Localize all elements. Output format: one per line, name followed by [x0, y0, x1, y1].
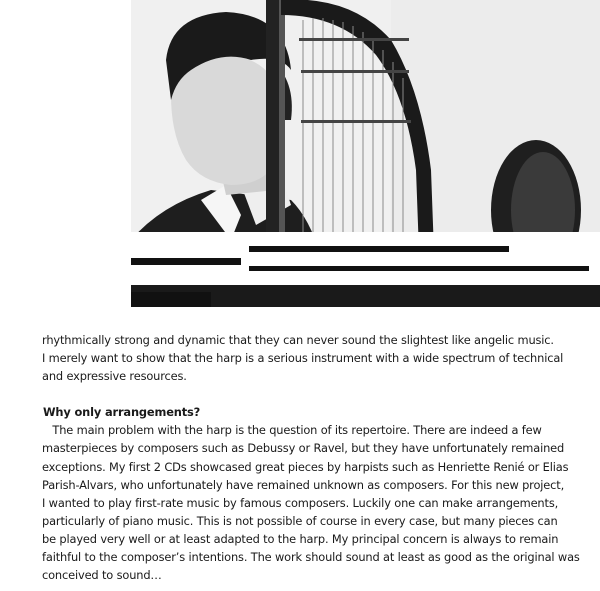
paragraph-gap	[42, 385, 582, 403]
intro-line-3: and expressive resources.	[42, 369, 187, 384]
body-line-2: masterpieces by composers such as Debussy or Ravel, but they have unfortunately remained	[42, 441, 565, 456]
intro-line-1: rhythmically strong and dynamic that they can never sound the slightest like angelic music.	[42, 333, 554, 347]
harpist-photo	[131, 0, 600, 307]
harpist-photo-illustration	[131, 0, 600, 307]
body-line-7: be played very well or at least adapted to the harp. My principal concern is always to remain	[42, 531, 559, 546]
body-line-8: faithful to the composer’s intentions. The work should sound at least as good as the original was	[42, 550, 580, 565]
body-line-4: Parish-Alvars, who unfortunately have remained unknown as composers. For this new project,	[42, 477, 565, 492]
section-heading: Why only arrangements?	[43, 405, 201, 420]
body-line-3: exceptions. My first 2 CDs showcased great pieces by harpists such as Henriette Renié or Elias	[42, 459, 569, 474]
body-line-1: The main problem with the harp is the question of its repertoire. There are indeed a few	[42, 423, 542, 438]
body-line-6: particularly of piano music. This is not possible of course in every case, but many pieces can	[42, 513, 558, 528]
article-text	[42, 331, 582, 584]
intro-line-2: I merely want to show that the harp is a serious instrument with a wide spectrum of technical	[42, 351, 564, 366]
body-line-9: conceived to sound…	[42, 568, 162, 583]
body-line-5: I wanted to play first-rate music by famous composers. Luckily one can make arrangements,	[42, 495, 559, 510]
